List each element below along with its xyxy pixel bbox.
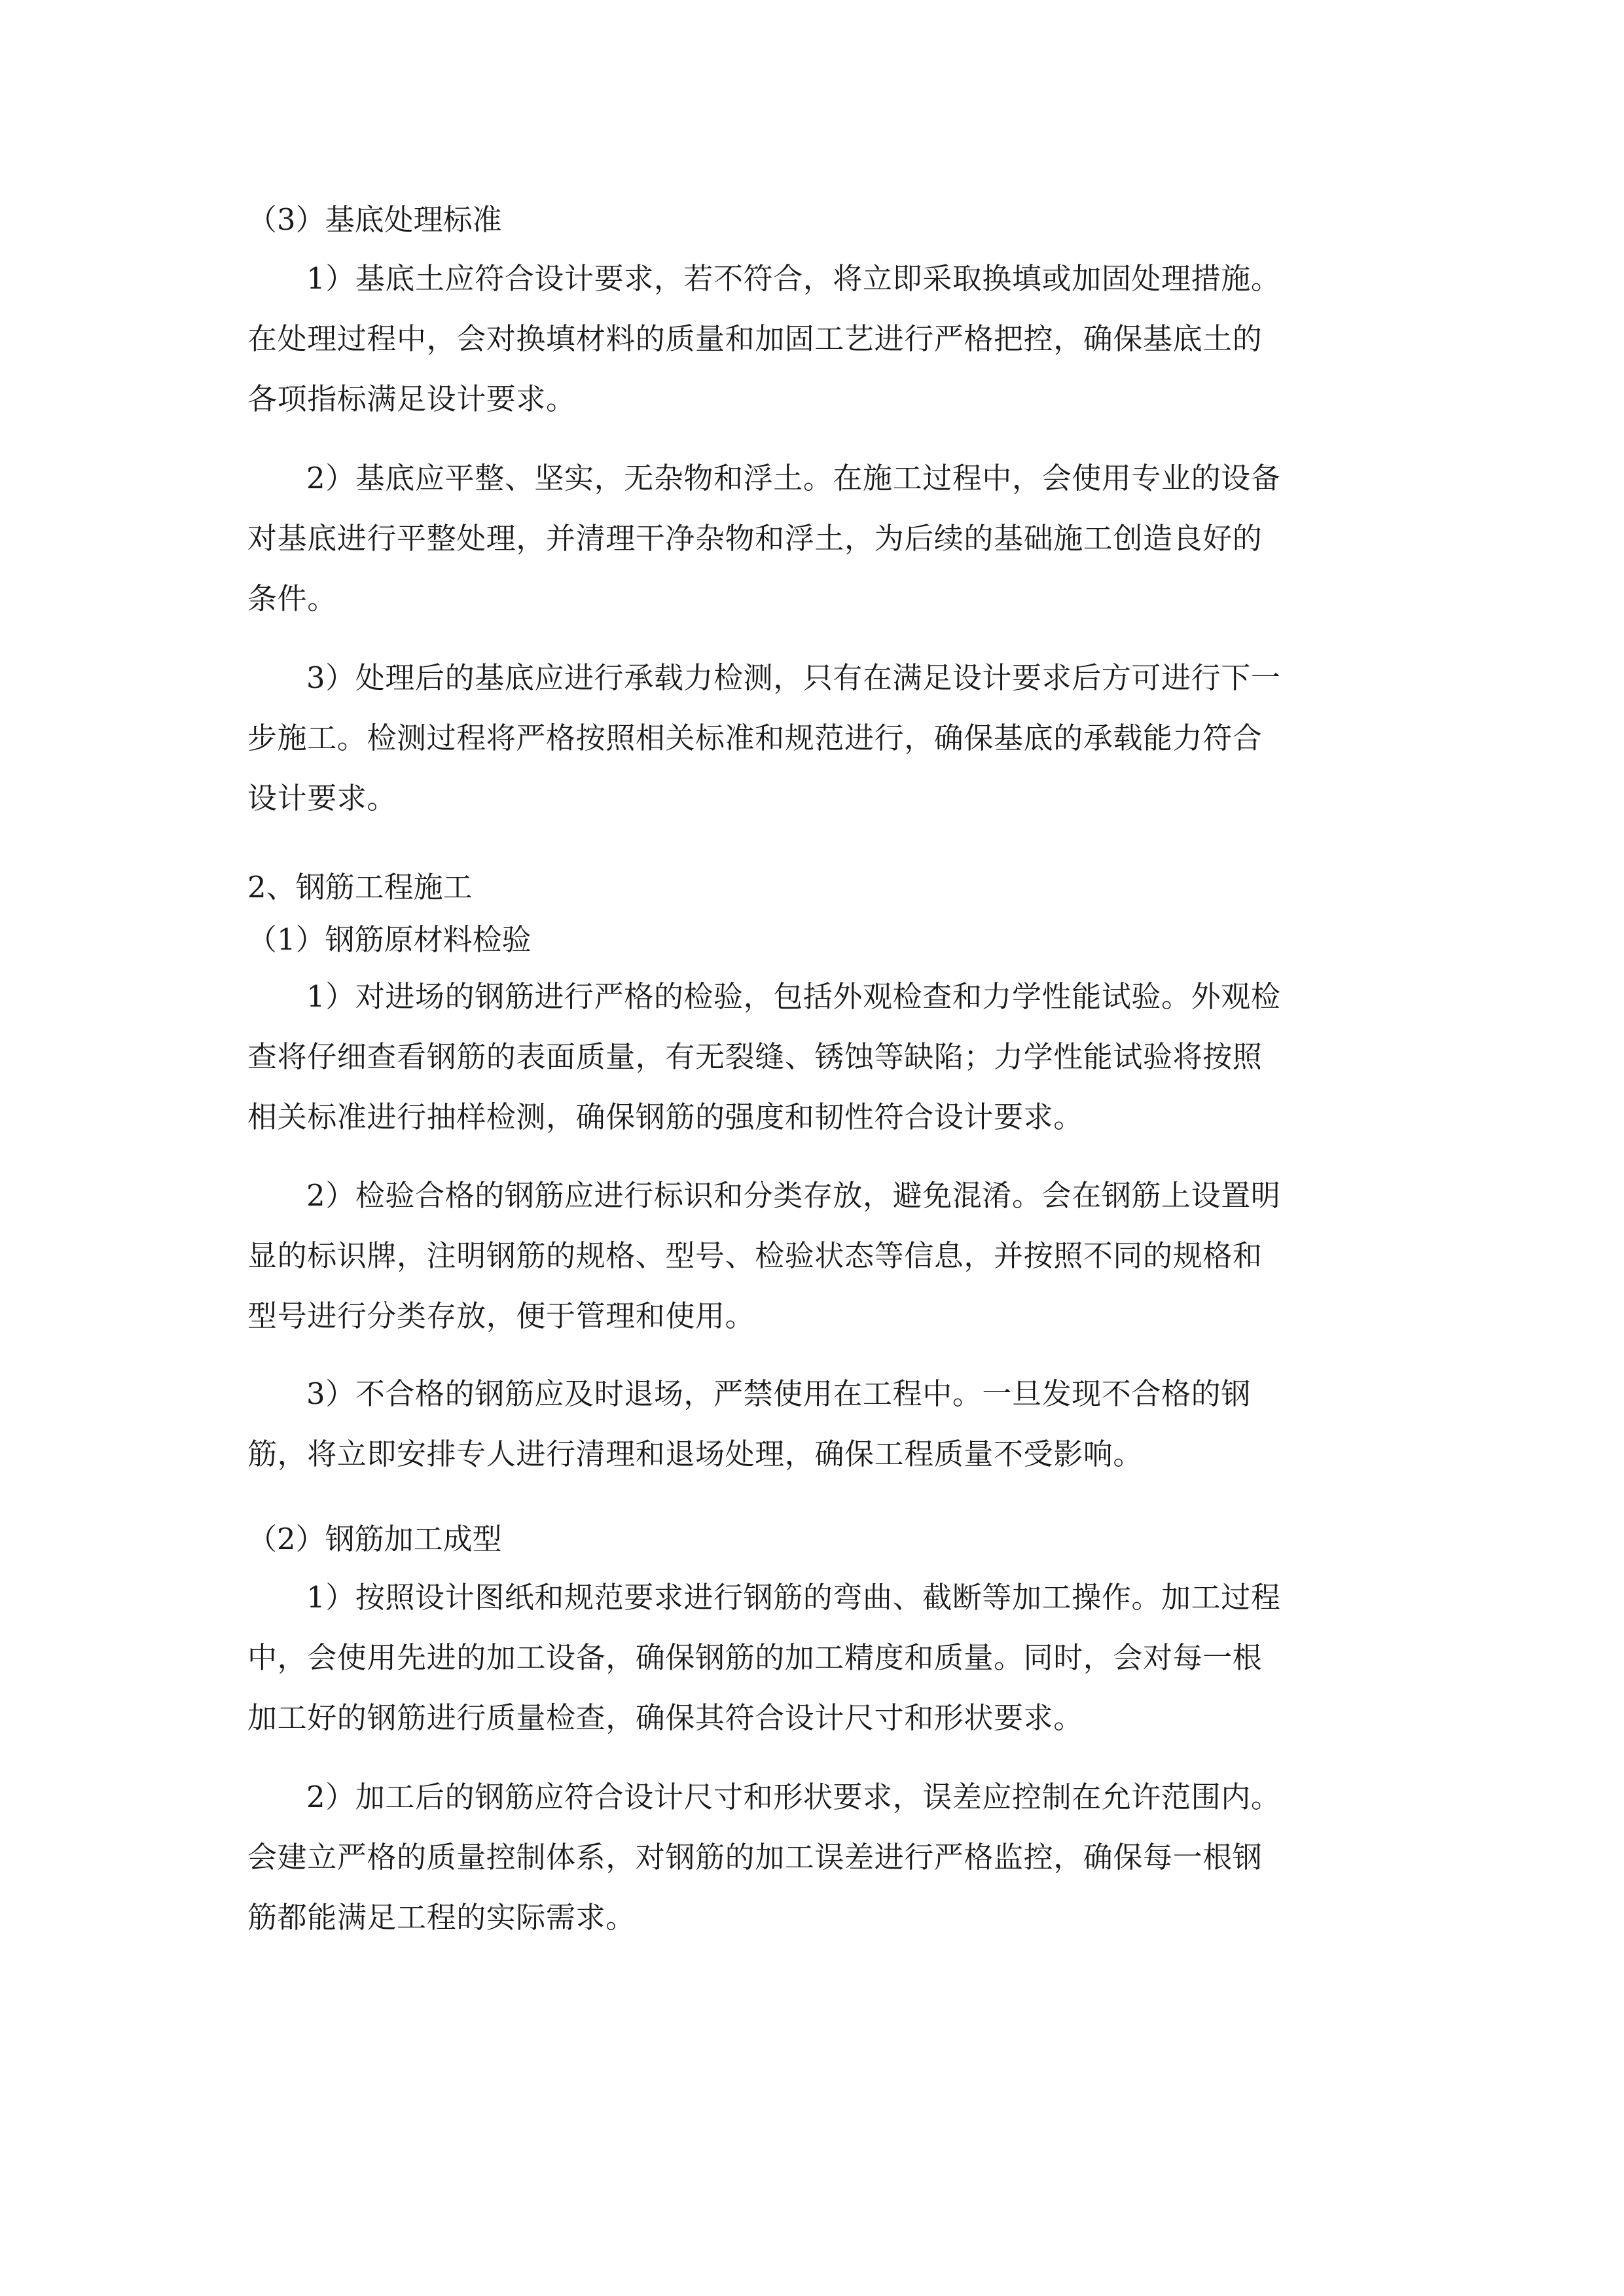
text-line: 步施工。检测过程将严格按照相关标准和规范进行，确保基底的承载能力符合 [247,721,1263,755]
text-line: 1）基底土应符合设计要求，若不符合，将立即采取换填或加固处理措施。 [306,261,1281,296]
text-line: 2）加工后的钢筋应符合设计尺寸和形状要求，误差应控制在允许范围内。 [306,1780,1281,1814]
chapter-heading-rebar-construction: 2、钢筋工程施工 [247,870,473,905]
paragraph-inspection-item-3 [247,1364,1382,1484]
paragraph-inspection-item-1 [247,967,1382,1147]
text-line: 显的标识牌，注明钢筋的规格、型号、检验状态等信息，并按照不同的规格和 [247,1238,1263,1273]
text-line: 3）不合格的钢筋应及时退场，严禁使用在工程中。一旦发现不合格的钢 [306,1376,1251,1411]
text-line: 1）按照设计图纸和规范要求进行钢筋的弯曲、截断等加工操作。加工过程 [306,1580,1281,1615]
text-line: 会建立严格的质量控制体系，对钢筋的加工误差进行严格监控，确保每一根钢 [247,1840,1263,1874]
text-line: 设计要求。 [247,781,397,816]
section-heading-rebar-inspection: （1）钢筋原材料检验 [247,922,532,957]
text-line: 条件。 [247,581,337,616]
text-line: 筋，将立即安排专人进行清理和退场处理，确保工程质量不受影响。 [247,1437,1144,1471]
text-line: 中，会使用先进的加工设备，确保钢筋的加工精度和质量。同时，会对每一根 [247,1640,1263,1675]
paragraph-processing-item-1 [247,1568,1382,1748]
text-line: 加工好的钢筋进行质量检查，确保其符合设计尺寸和形状要求。 [247,1700,1083,1735]
text-line: 筋都能满足工程的实际需求。 [247,1900,636,1935]
paragraph-base-item-2 [247,448,1382,629]
paragraph-base-item-3 [247,648,1382,829]
text-line: 在处理过程中，会对换填材料的质量和加固工艺进行严格把控，确保基底土的 [247,321,1263,356]
text-line: 1）对进场的钢筋进行严格的检验，包括外观检查和力学性能试验。外观检 [306,979,1281,1014]
section-heading-rebar-processing: （2）钢筋加工成型 [247,1522,502,1556]
text-line: 2）基底应平整、坚实，无杂物和浮土。在施工过程中，会使用专业的设备 [306,461,1281,495]
paragraph-processing-item-2 [247,1767,1382,1948]
paragraph-inspection-item-2 [247,1166,1382,1346]
text-line: 对基底进行平整处理，并清理干净杂物和浮土，为后续的基础施工创造良好的 [247,521,1263,556]
text-line: 2）检验合格的钢筋应进行标识和分类存放，避免混淆。会在钢筋上设置明 [306,1178,1281,1213]
text-line: 各项指标满足设计要求。 [247,382,576,416]
section-heading-base-treatment: （3）基底处理标准 [247,202,502,237]
text-line: 3）处理后的基底应进行承载力检测，只有在满足设计要求后方可进行下一 [306,660,1281,695]
paragraph-base-item-1 [247,249,1382,429]
text-line: 型号进行分类存放，便于管理和使用。 [247,1299,755,1333]
text-line: 相关标准进行抽样检测，确保钢筋的强度和韧性符合设计要求。 [247,1100,1083,1134]
text-line: 查将仔细查看钢筋的表面质量，有无裂缝、锈蚀等缺陷；力学性能试验将按照 [247,1039,1263,1074]
